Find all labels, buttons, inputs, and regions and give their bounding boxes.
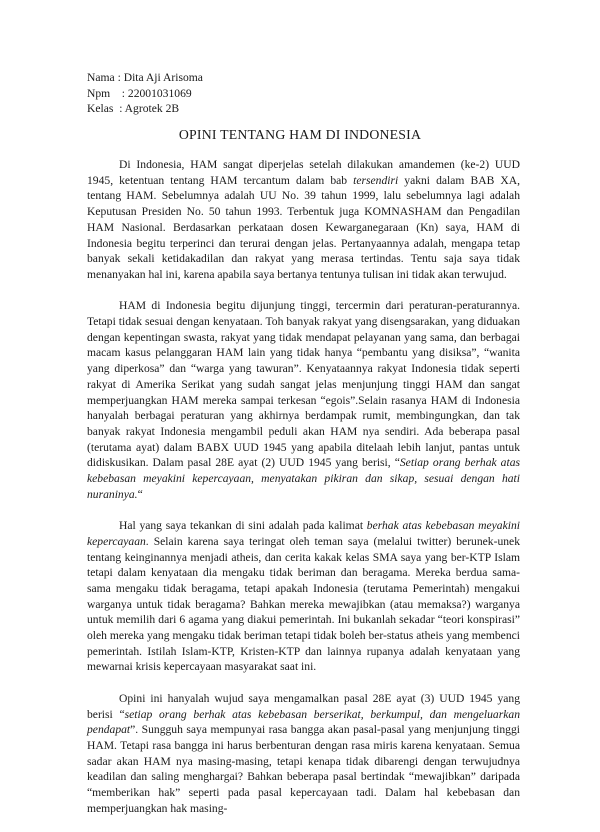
document-body [87,157,520,832]
paragraph-2: HAM di Indonesia begitu dijunjung tinggi, tercermin dari peraturan-peraturannya. Tetapi tidak sesuai dengan kenyataan. Toh banyak rakyat yang disengsarakan, yang diduakan dengan kepentingan swasta, rakyat yang tidak mendapat pelayanan yang sama, dan berbagai macam kasus pelanggaran HAM lain yang tidak hanya “pembantu yang disiksa”, “wanita yang diperkosa” dan “warga yang tawuran”. Kenyataannya rakyat Indonesia tidak seperti rakyat di Amerika Serikat yang sudah sangat jelas menjunjung tinggi HAM dan sangat memperjuangkan HAM mereka sampai terkesan “egois”.Selain rasanya HAM di Indonesia hanyalah berbagai peraturan yang akhirnya berdampak rumit, membingungkan, dan tak banyak rakyat Indonesia mengambil peduli akan HAM nya sendiri. Ada beberapa pasal (terutama ayat) dalam BABX UUD 1945 yang apabila ditelaah lebih lanjut, pantas untuk didiskusikan. Dalam pasal 28E ayat (2) UUD 1945 yang berisi, “Setiap orang berhak atas kebebasan meyakini kepercayaan, menyatakan pikiran dan sikap, sesuai dengan hati nuraninya.“ [87,299,521,501]
paragraph-1: Di Indonesia, HAM sangat diperjelas setelah dilakukan amandemen (ke-2) UUD 1945, ketentuan tentang HAM tercantum dalam bab tersendiri yakni dalam BAB XA, tentang HAM. Sebelumnya adalah UU No. 39 tahun 1999, lalu sebelumnya lagi adalah Keputusan Presiden No. 50 tahun 1993. Terbentuk juga KOMNASHAM dan Pengadilan HAM Nasional. Berdasarkan perkataan dosen Kewarganegaraan (Kn) saya, HAM di Indonesia begitu terperinci dan terurai dengan jelas. Pertanyaannya adalah, mengapa tetap banyak sekali ketidakadilan dan rakyat yang merasa tertindas. Tentu saja saya tidak menanyakan hal ini, karena apabila saya bertanya tentunya tulisan ini tidak akan terwujud. [87,158,520,281]
paragraph-3: Hal yang saya tekankan di sini adalah pada kalimat berhak atas kebebasan meyakini kepercayaan. Selain karena saya teringat oleh teman saya (melalui twitter) berunek-unek tentang keinginannya menjadi atheis, dan cerita kakak kelas SMA saya yang ber-KTP Islam tetapi dalam kenyataan dia mengaku tidak beriman dan beragama. Mereka berdua sama-sama mengaku tidak beragama, tetapi apakah Indonesia (terutama Pemerintah) mengakui warganya untuk tidak beragama? Bahkan mereka mewajibkan (atau memaksa?) warganya untuk memilih dari 6 agama yang diakui pemerintah. Ini bukanlah sekadar “teori konspirasi” oleh mereka yang mengaku tidak beriman tetapi tidak boleh ber-status atheis yang membenci pemerintah. Istilah Islam-KTP, Kristen-KTP dan lainnya rupanya adalah kenyataan yang mewarnai krisis kepercayaan masyarakat saat ini. [87,519,520,674]
student-name: Nama : Dita Aji Arisoma [87,71,203,84]
student-info [87,70,203,117]
student-npm: Npm : 22001031069 [87,86,192,100]
document-title: OPINI TENTANG HAM DI INDONESIA [178,127,422,142]
student-class: Kelas : Agrotek 2B [87,102,180,115]
paragraph-4: Opini ini hanyalah wujud saya mengamalkan pasal 28E ayat (3) UUD 1945 yang berisi “setiap orang berhak atas kebebasan berserikat, berkumpul, dan mengeluarkan pendapat”. Sungguh saya mempunyai rasa bangga akan pasal-pasal yang menjunjung tinggi HAM. Tetapi rasa bangga ini harus berbenturan dengan rasa miris karena kenyataan. Semua sadar akan HAM nya masing-masing, tetapi kenapa tidak dibarengi dengan terwujudnya keadilan dan saling menghargai? Bahkan beberapa pasal bertindak “mewajibkan” daripada “memberikan hak” seperti pada pasal kepercayaan tadi. Dalam hal kebebasan dan memperjuangkan hak masing- [87,691,520,815]
